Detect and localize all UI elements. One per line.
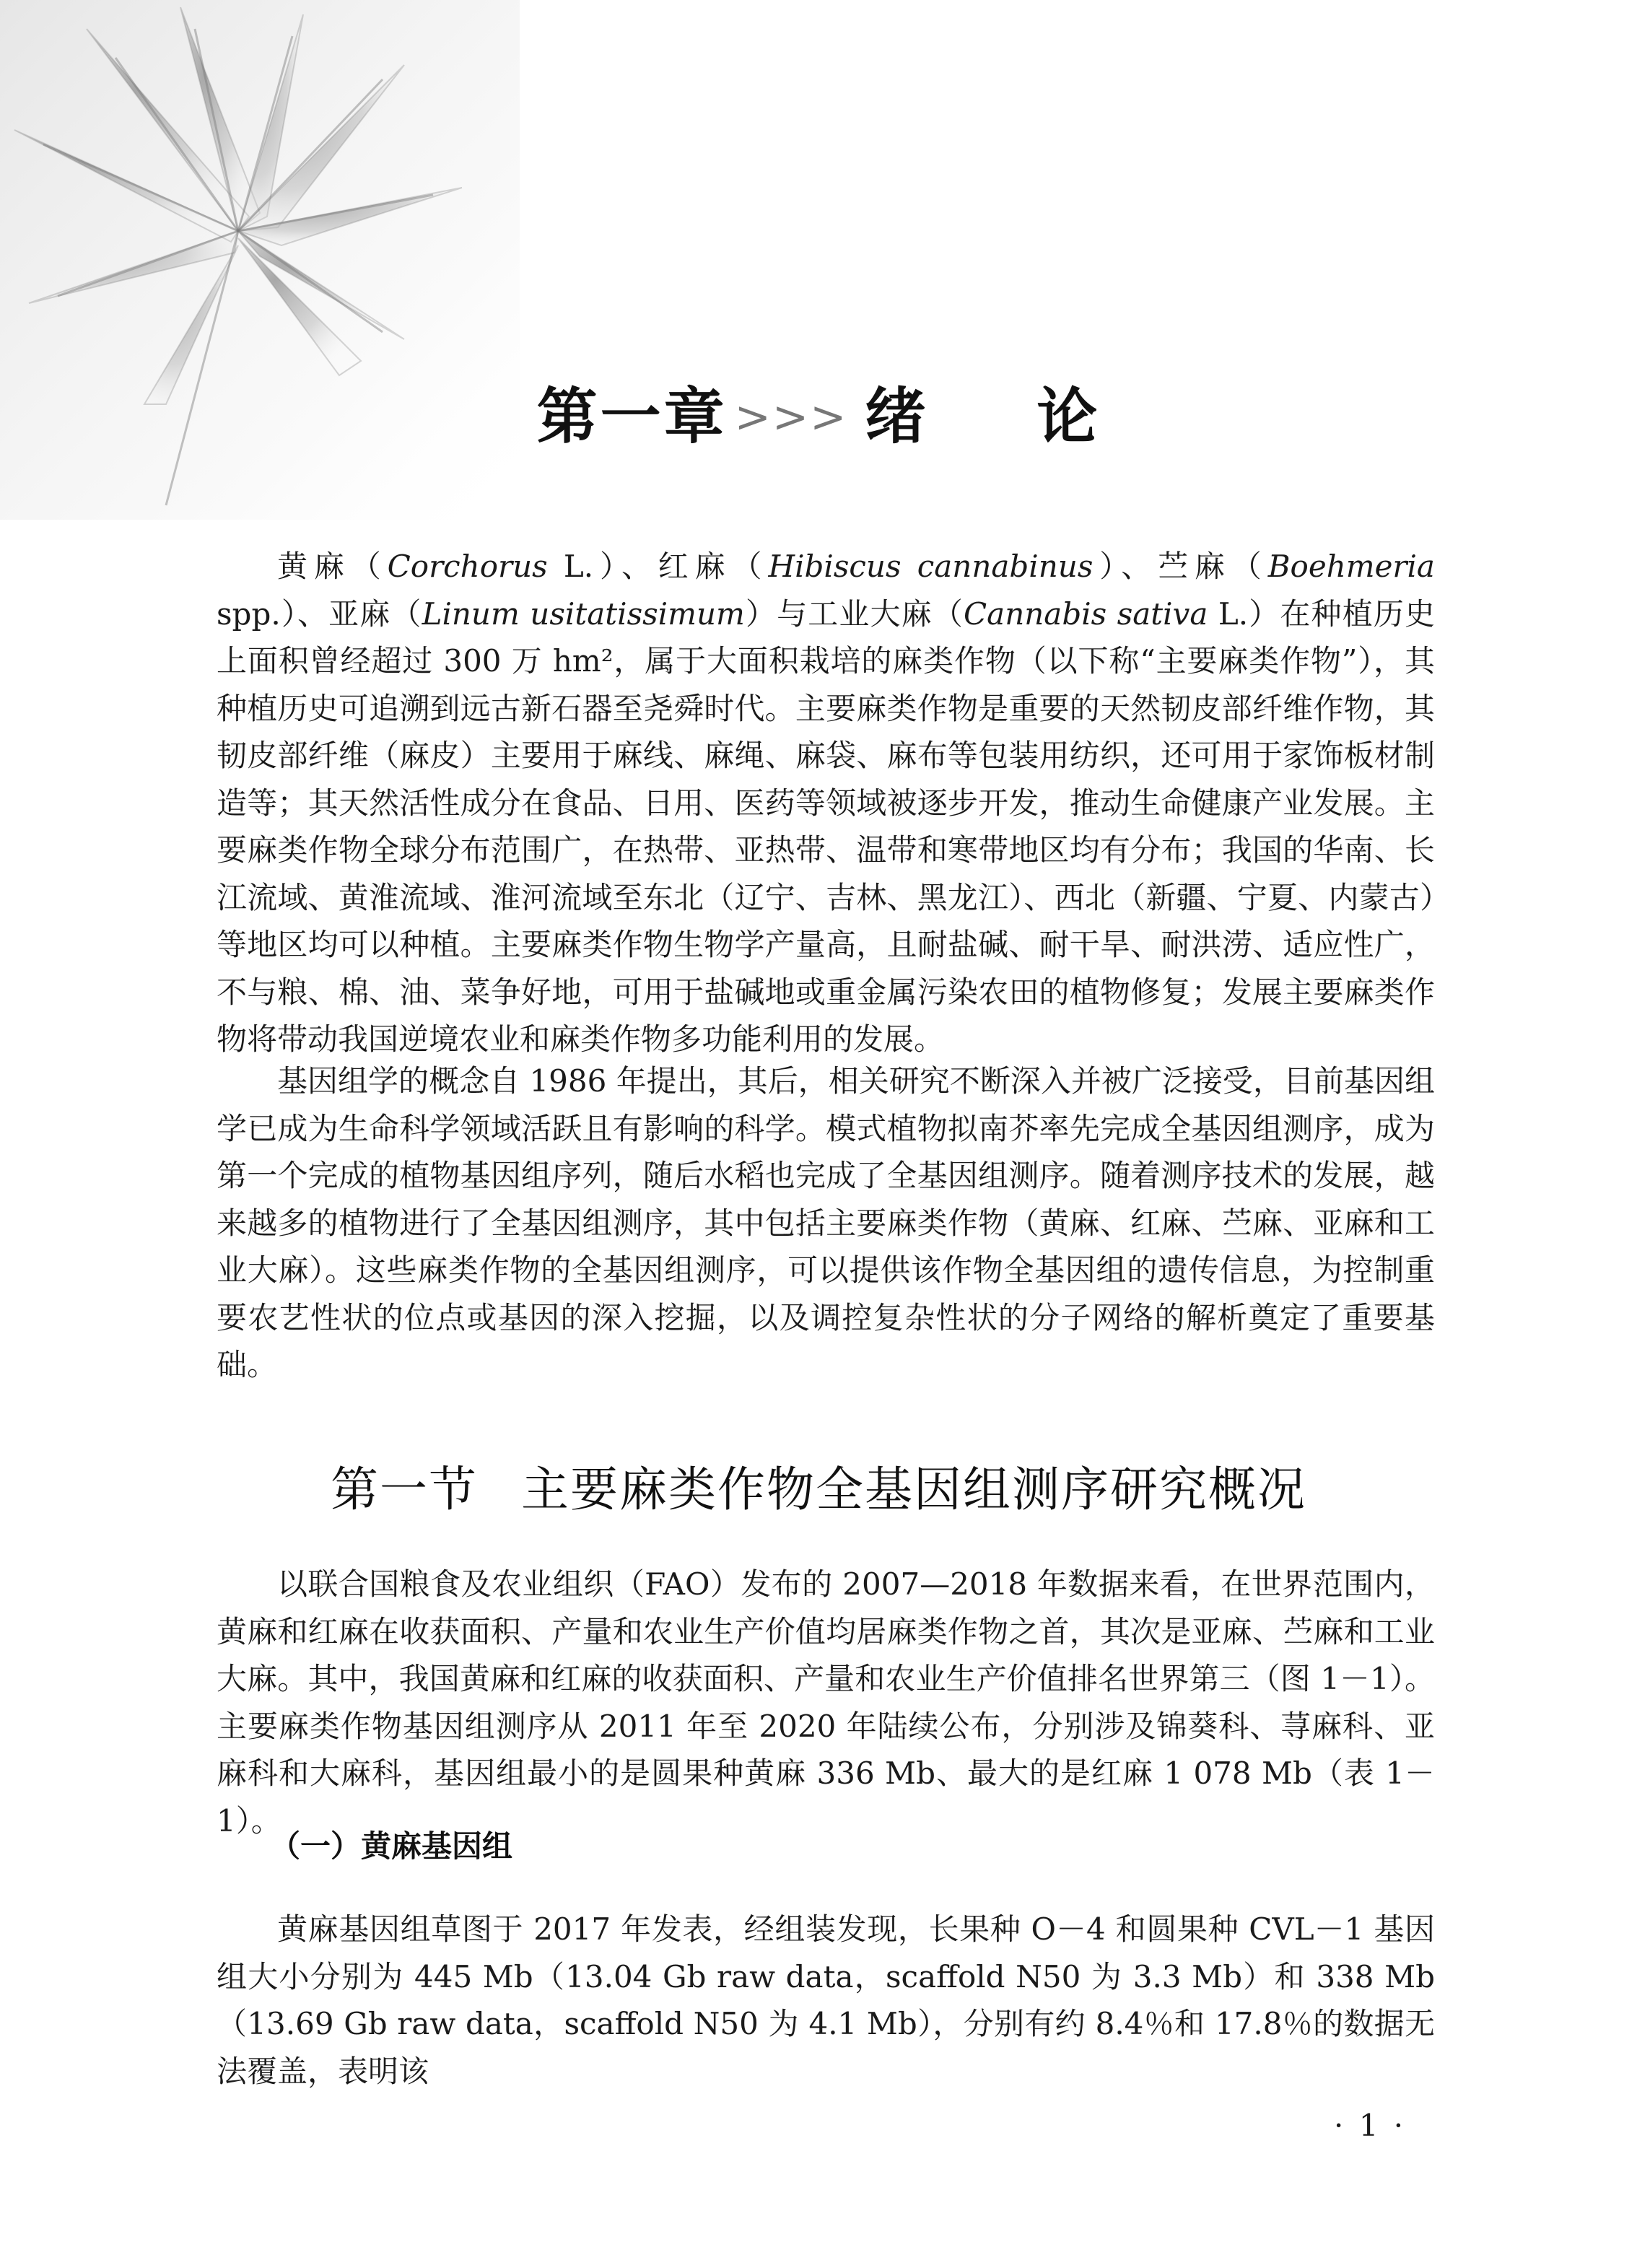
latin-name: Corchorus xyxy=(387,549,548,584)
section-number: 第一节 xyxy=(331,1462,478,1517)
chapter-name-part2: 论 xyxy=(1036,381,1101,452)
chapter-name-part1: 绪 xyxy=(865,381,929,452)
text-segment: L.）、红麻（ xyxy=(547,549,769,584)
intro-paragraph-2: 基因组学的概念自 1986 年提出，其后，相关研究不断深入并被广泛接受，目前基因组学已成为生命科学领域活跃且有影响的科学。模式植物拟南芥率先完成全基因组测序，成为第一个完成的植物基因组序列，随后水稻也完成了全基因组测序。随着测序技术的发展，越来越多的植物进行了全基因组测序，其中包括主要麻类作物（黄麻、红麻、苎麻、亚麻和工业大麻）。这些麻类作物的全基因组测序，可以提供该作物全基因组的遗传信息，为控制重要农艺性状的位点或基因的深入挖掘，以及调控复杂性状的分子网络的解析奠定了重要基础。 xyxy=(217,1063,1435,1382)
text-segment: 黄麻（ xyxy=(277,549,388,584)
section-title-text: 主要麻类作物全基因组测序研究概况 xyxy=(521,1462,1306,1517)
latin-name: Hibiscus cannabinus xyxy=(768,549,1093,584)
text-segment: ）与工业大麻（ xyxy=(744,596,964,632)
latin-name: Cannabis sativa xyxy=(964,596,1208,632)
text-segment: ）、苎麻（ xyxy=(1093,549,1268,584)
section-paragraph-1: 以联合国粮食及农业组织（FAO）发布的 2007—2018 年数据来看，在世界范围内，黄麻和红麻在收获面积、产量和农业生产价值均居麻类作物之首，其次是亚麻、苎麻和工业大麻。其中，我国黄麻和红麻的收获面积、产量和农业生产价值排名世界第三（图 1－1）。主要麻类作物基因组测序从 2011 年至 2020 年陆续公布，分别涉及锦葵科、荨麻科、亚麻科和大麻科，基因组最小的是圆果种黄麻 336 Mb、最大的是红麻 1 078 Mb（表 1－1）。 xyxy=(217,1566,1435,1839)
chapter-label: 第一章 xyxy=(536,381,728,452)
latin-name: Linum usitatissimum xyxy=(422,596,745,632)
latin-name: Boehmeria xyxy=(1267,549,1435,584)
intro-paragraph-1 xyxy=(217,543,1435,1063)
page-number: · 1 · xyxy=(1334,2108,1407,2143)
text-segment: spp.）、亚麻（ xyxy=(217,596,422,632)
sub-heading: （一）黄麻基因组 xyxy=(270,1828,513,1864)
chapter-title xyxy=(0,368,1637,455)
chapter-name xyxy=(865,381,1100,452)
chapter-arrows: >>> xyxy=(734,392,848,442)
text-segment: L.）在种植历史上面积曾经超过 300 万 hm²，属于大面积栽培的麻类作物（以下称“主要麻类作物”），其种植历史可追溯到远古新石器至尧舜时代。主要麻类作物是重要的天然韧皮部纤维作物，其韧皮部纤维（麻皮）主要用于麻线、麻绳、麻袋、麻布等包装用纺织，还可用于家饰板材制造等；其天然活性成分在食品、日用、医药等领域被逐步开发，推动生命健康产业发展。主要麻类作物全球分布范围广，在热带、亚热带、温带和寒带地区均有分布；我国的华南、长江流域、黄淮流域、淮河流域至东北（辽宁、吉林、黑龙江）、西北（新疆、宁夏、内蒙古）等地区均可以种植。主要麻类作物生物学产量高，且耐盐碱、耐干旱、耐洪涝、适应性广，不与粮、棉、油、菜争好地，可用于盐碱地或重金属污染农田的植物修复；发展主要麻类作物将带动我国逆境农业和麻类作物多功能利用的发展。 xyxy=(217,596,1435,1057)
section-paragraph-2: 黄麻基因组草图于 2017 年发表，经组装发现，长果种 O－4 和圆果种 CVL－1 基因组大小分别为 445 Mb（13.04 Gb raw data，scaffold N50 为 3.3 Mb）和 338 Mb（13.69 Gb raw data，scaffold N50 为 4.1 Mb），分别有约 8.4％和 17.8％的数据无法覆盖，表明该 xyxy=(217,1911,1435,2089)
section-title xyxy=(0,1451,1637,1519)
